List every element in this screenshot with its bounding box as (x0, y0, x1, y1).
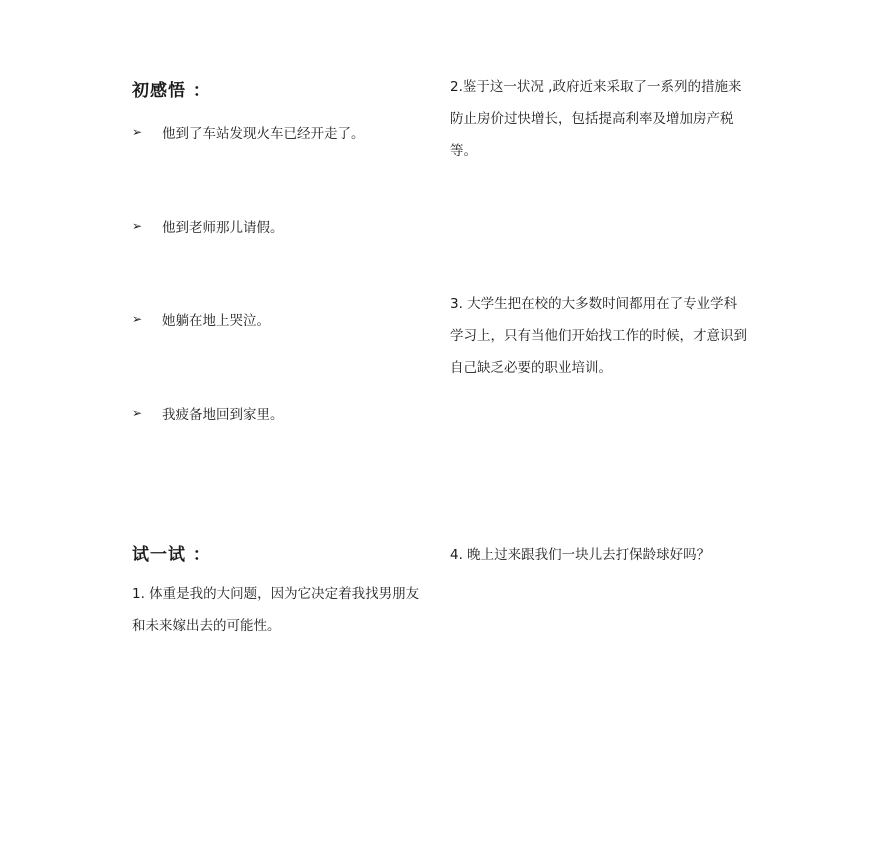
bullet-item-text: 他到老师那儿请假。 (162, 220, 284, 236)
arrow-bullet-icon: ➢ (132, 125, 143, 139)
arrow-bullet-icon: ➢ (132, 406, 143, 420)
exercise-paragraph-3: 3. 大学生把在校的大多数时间都用在了专业学科学习上，只有当他们开始找工作的时候，才意识到自己缺乏必要的职业培训。 (450, 296, 747, 376)
exercise-paragraph-2: 2.鉴于这一状况 ,政府近来采取了一系列的措施来防止房价过快增长，包括提高利率及增加房产税等。 (450, 79, 742, 159)
bullet-item (132, 216, 284, 236)
bullet-item (132, 403, 284, 423)
arrow-bullet-icon: ➢ (132, 219, 143, 233)
section-title-chuganwu: 初感悟 ： (132, 81, 211, 101)
section-title-shiyishi: 试一试 ： (132, 545, 211, 565)
bullet-item-text: 我疲备地回到家里。 (162, 407, 284, 423)
exercise-paragraph-4: 4. 晚上过来跟我们一块儿去打保龄球好吗？ (450, 547, 711, 563)
bullet-item-text: 他到了车站发现火车已经开走了。 (162, 126, 365, 142)
bullet-item (132, 309, 270, 329)
bullet-item-text: 她躺在地上哭泣。 (162, 313, 270, 329)
exercise-paragraph-1: 1. 体重是我的大问题，因为它决定着我找男朋友和未来嫁出去的可能性。 (132, 586, 420, 634)
arrow-bullet-icon: ➢ (132, 312, 143, 326)
bullet-item (132, 122, 365, 142)
